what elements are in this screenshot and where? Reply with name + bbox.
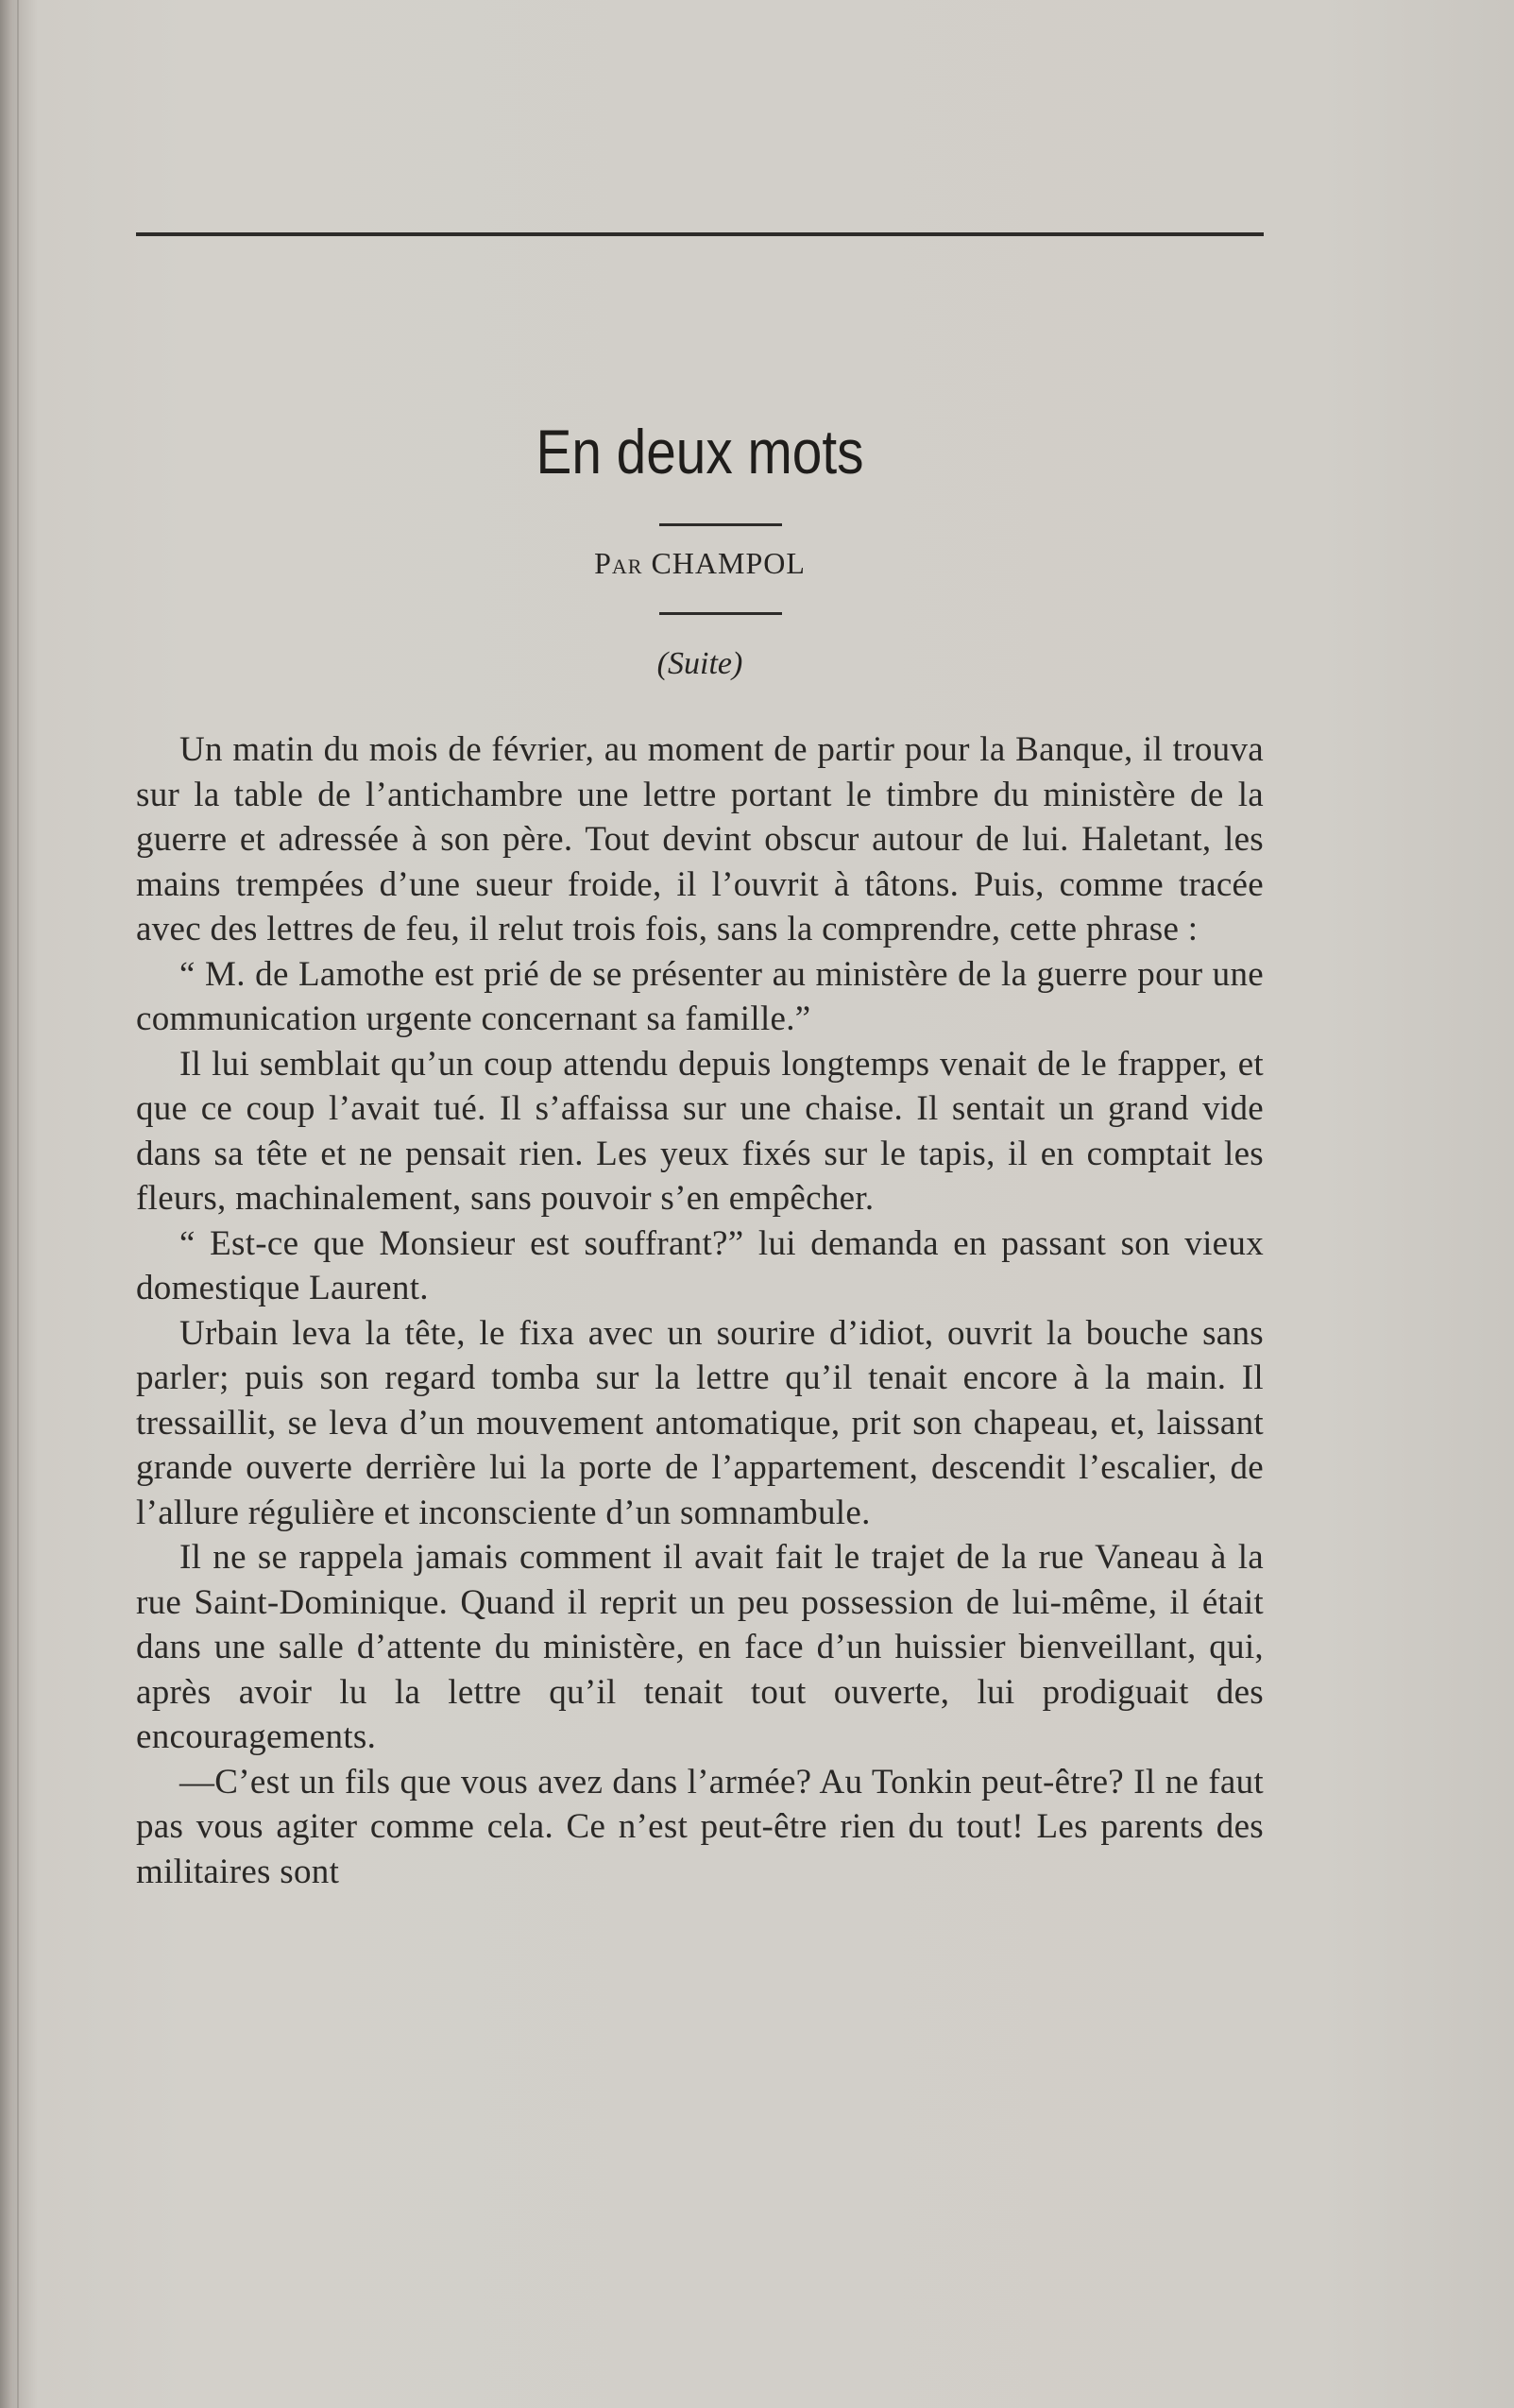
article-body — [136, 727, 1264, 1894]
page-spine-shadow — [17, 0, 19, 2408]
byline — [136, 546, 1264, 581]
subtitle-suite: (Suite) — [656, 646, 743, 681]
article-title: En deux mots — [536, 417, 864, 487]
byline-author: CHAMPOL — [651, 546, 806, 580]
header-rule — [136, 232, 1264, 236]
paragraph: “ Est-ce que Monsieur est souffrant?” lui demanda en passant son vieux domestique Laurent. — [136, 1223, 1264, 1307]
paragraph: Un matin du mois de février, au moment de partir pour la Banque, il trouva sur la table de l’antichambre une lettre portant le timbre du ministère de la guerre et adressée à son père. Tout devint obscur autour de lui. Haletant, les mains trempées d’une sueur froide, il l’ouvrit à tâtons. Puis, comme tracée avec des lettres de feu, il relut trois fois, sans la comprendre, cette phrase : — [136, 730, 1264, 948]
paragraph: Il lui semblait qu’un coup attendu depuis longtemps venait de le frapper, et que ce coup l’avait tué. Il s’affaissa sur une chaise. Il sentait un grand vide dans sa tête et ne pensait rien. Les yeux fixés sur le tapis, il en comptait les fleurs, machinalement, sans pouvoir s’en empêcher. — [136, 1044, 1264, 1218]
byline-prefix: Par — [594, 546, 643, 580]
paragraph: “ M. de Lamothe est prié de se présenter au ministère de la guerre pour une communication urgente concernant sa famille.” — [136, 954, 1264, 1038]
title-divider — [659, 523, 782, 526]
paragraph: Il ne se rappela jamais comment il avait fait le trajet de la rue Vaneau à la rue Saint-Dominique. Quand il reprit un peu possession de lui-même, il était dans une salle d’attente du ministère, en face d’un huissier bienveillant, qui, après avoir lu la lettre qu’il tenait tout ouverte, lui prodiguait des encouragements. — [136, 1538, 1264, 1756]
byline-divider — [659, 612, 782, 615]
paragraph: Urbain leva la tête, le fixa avec un sourire d’idiot, ouvrit la bouche sans parler; puis son regard tomba sur la lettre qu’il tenait encore à la main. Il tressaillit, se leva d’un mouvement antomatique, prit son chapeau, et, laissant grande ouverte derrière lui la porte de l’appartement, descendit l’escalier, de l’allure régulière et inconsciente d’un somnambule. — [136, 1313, 1264, 1532]
paragraph: —C’est un fils que vous avez dans l’armée? Au Tonkin peut-être? Il ne faut pas vous agiter comme cela. Ce n’est peut-être rien du tout! Les parents des militaires sont — [136, 1762, 1264, 1891]
